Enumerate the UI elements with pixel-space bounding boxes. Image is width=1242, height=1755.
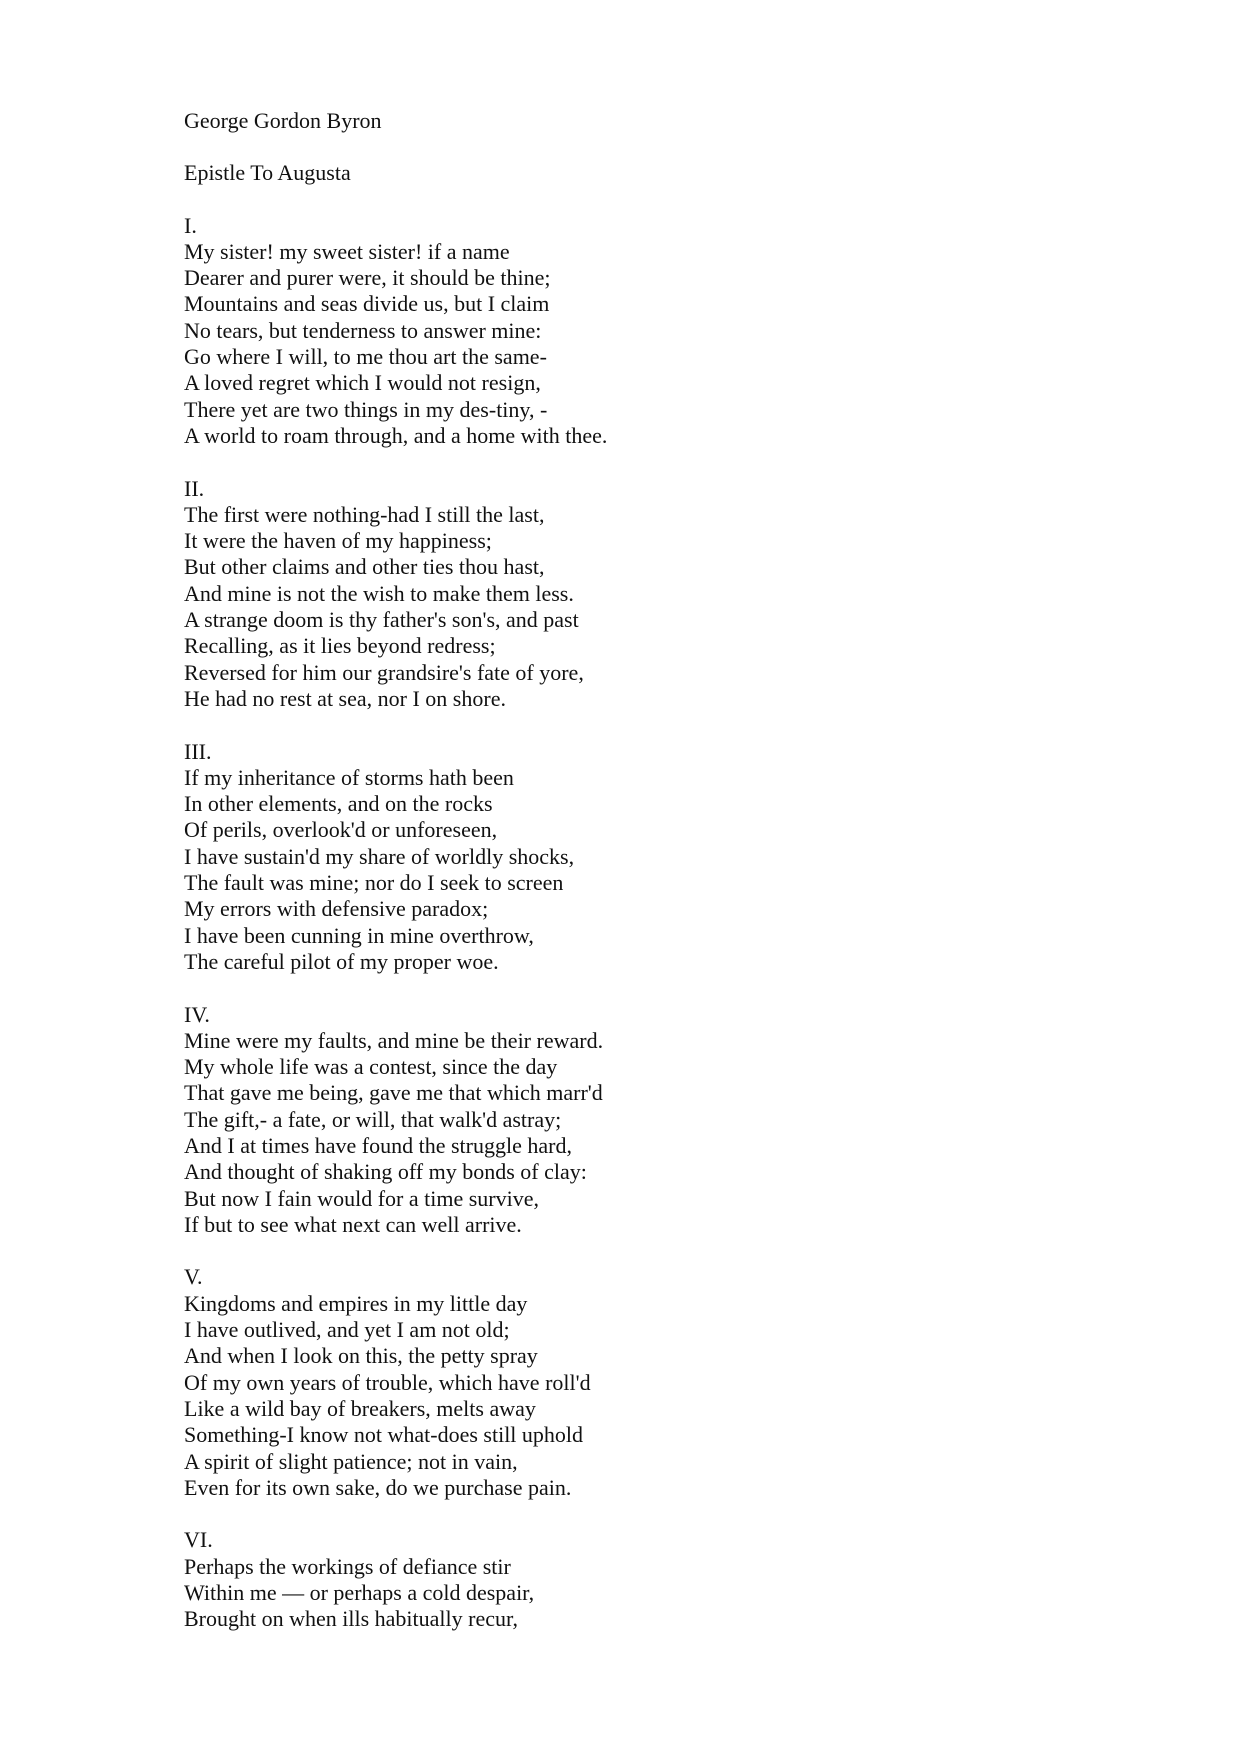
verse-line: Recalling, as it lies beyond redress;	[184, 633, 496, 659]
verse-line: A world to roam through, and a home with thee.	[184, 422, 608, 448]
verse-line: The fault was mine; nor do I seek to screen	[184, 870, 564, 896]
verse-line: The careful pilot of my proper woe.	[184, 948, 499, 974]
verse-line: It were the haven of my happiness;	[184, 528, 492, 554]
verse-line: And when I look on this, the petty spray	[184, 1343, 538, 1369]
stanza	[184, 1002, 1184, 1239]
verse-line: The first were nothing-had I still the last,	[184, 501, 545, 527]
stanza-list	[184, 213, 1184, 1633]
verse-line: Something-I know not what-does still uphold	[184, 1422, 584, 1448]
verse-line: And I at times have found the struggle hard,	[184, 1132, 572, 1158]
verse-line: Kingdoms and empires in my little day	[184, 1290, 528, 1316]
verse-line: My sister! my sweet sister! if a name	[184, 238, 510, 264]
stanza	[184, 1527, 1184, 1632]
verse-line: If but to see what next can well arrive.	[184, 1211, 522, 1237]
author-name: George Gordon Byron	[184, 108, 382, 133]
stanza-numeral: V.	[184, 1264, 203, 1290]
verse-line: My errors with defensive paradox;	[184, 896, 489, 922]
verse-line: And mine is not the wish to make them less.	[184, 580, 574, 606]
verse-line: My whole life was a contest, since the day	[184, 1054, 558, 1080]
verse-line: I have sustain'd my share of worldly shocks,	[184, 843, 575, 869]
verse-line: Dearer and purer were, it should be thine;	[184, 265, 551, 291]
verse-line: Reversed for him our grandsire's fate of yore,	[184, 659, 584, 685]
verse-line: A strange doom is thy father's son's, and past	[184, 607, 579, 633]
verse-line: But other claims and other ties thou hast,	[184, 554, 545, 580]
verse-line: The gift,- a fate, or will, that walk'd astray;	[184, 1106, 562, 1132]
verse-line: Perhaps the workings of defiance stir	[184, 1553, 511, 1579]
verse-line: There yet are two things in my des-tiny, -	[184, 396, 548, 422]
verse-line: A loved regret which I would not resign,	[184, 370, 541, 396]
verse-line: Within me — or perhaps a cold despair,	[184, 1580, 535, 1606]
verse-line: And thought of shaking off my bonds of clay:	[184, 1159, 587, 1185]
verse-line: A spirit of slight patience; not in vain,	[184, 1448, 518, 1474]
poem-content	[184, 108, 1184, 1633]
verse-line: He had no rest at sea, nor I on shore.	[184, 685, 506, 711]
stanza-numeral: I.	[184, 212, 197, 238]
verse-line: No tears, but tenderness to answer mine:	[184, 317, 542, 343]
verse-line: Of my own years of trouble, which have roll'd	[184, 1369, 591, 1395]
poem-title: Epistle To Augusta	[184, 160, 351, 186]
stanza	[184, 1264, 1184, 1501]
verse-line: Of perils, overlook'd or unforeseen,	[184, 817, 498, 843]
verse-line: Like a wild bay of breakers, melts away	[184, 1395, 536, 1421]
verse-line: Brought on when ills habitually recur,	[184, 1606, 518, 1632]
verse-line: I have outlived, and yet I am not old;	[184, 1317, 510, 1343]
stanza-numeral: II.	[184, 475, 205, 501]
verse-line: Mountains and seas divide us, but I claim	[184, 291, 550, 317]
stanza	[184, 213, 1184, 450]
stanza	[184, 739, 1184, 976]
stanza	[184, 476, 1184, 713]
verse-line: Go where I will, to me thou art the same-	[184, 344, 547, 370]
verse-line: If my inheritance of storms hath been	[184, 764, 514, 790]
verse-line: Mine were my faults, and mine be their reward.	[184, 1027, 604, 1053]
verse-line: That gave me being, gave me that which marr'd	[184, 1080, 603, 1106]
verse-line: I have been cunning in mine overthrow,	[184, 922, 534, 948]
stanza-numeral: III.	[184, 738, 212, 764]
verse-line: Even for its own sake, do we purchase pain.	[184, 1474, 572, 1500]
verse-line: But now I fain would for a time survive,	[184, 1185, 539, 1211]
stanza-numeral: VI.	[184, 1527, 213, 1553]
verse-line: In other elements, and on the rocks	[184, 791, 493, 817]
stanza-numeral: IV.	[184, 1001, 210, 1027]
